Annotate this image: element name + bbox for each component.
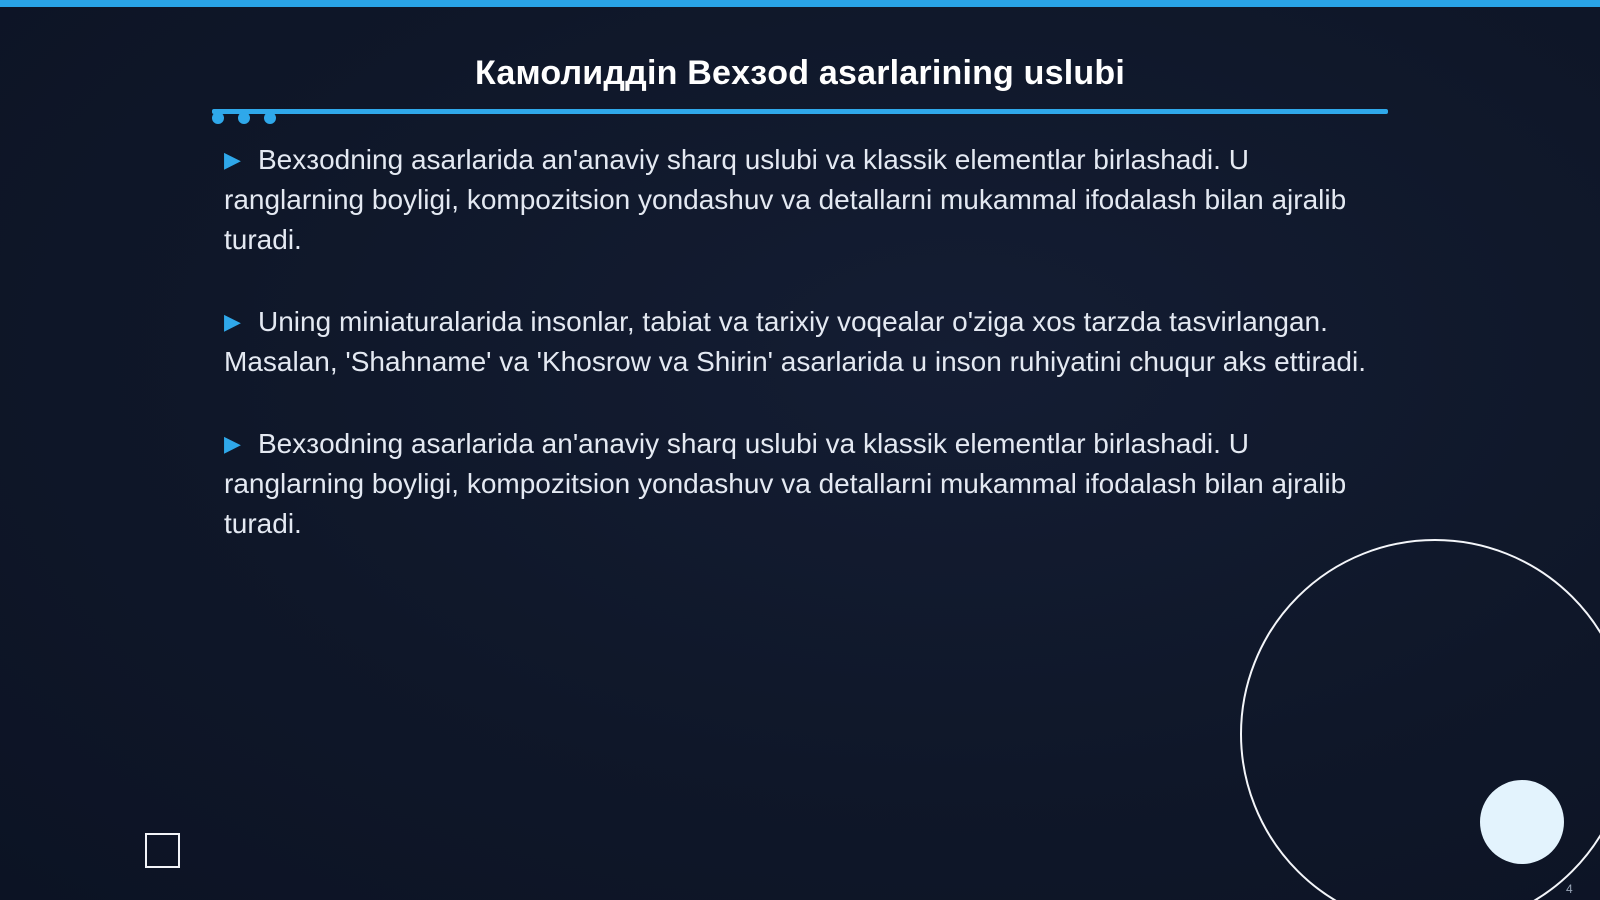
bullet-text: Uning miniaturalarida insonlar, tabiat va tarixiy voqealar o'ziga xos tarzda tasvirlangan. Masalan, 'Shahname' va 'Khosrow va Shirin' asarlarida u inson ruhiyatini chuqur aks ettiradi. [224, 306, 1366, 377]
title-underline [212, 109, 1388, 114]
bullet-arrow-icon: ▶ [224, 147, 241, 172]
decorative-dot [238, 112, 250, 124]
bullet-arrow-icon: ▶ [224, 431, 241, 456]
bullet-text: Bexзodning asarlarida an'anaviy sharq uslubi va klassik elementlar birlashadi. U ranglarning boyligi, kompozitsion yondashuv va detallarni mukammal ifodalash bilan ajralib turadi. [224, 428, 1347, 539]
decorative-dot [212, 112, 224, 124]
bullet-arrow-icon: ▶ [224, 309, 241, 334]
bullet-item [224, 140, 1374, 260]
bullet-item [224, 424, 1374, 544]
page-number: 4 [1566, 882, 1573, 896]
bullet-text: Bexзodning asarlarida an'anaviy sharq uslubi va klassik elementlar birlashadi. U ranglarning boyligi, kompozitsion yondashuv va detallarni mukammal ifodalash bilan ajralib turadi. [224, 144, 1347, 255]
top-accent-bar [0, 0, 1600, 7]
decorative-dot [264, 112, 276, 124]
slide-title: Камолиддin Bexзod asarlarining uslubi [475, 54, 1125, 92]
decorative-disc [1480, 780, 1564, 864]
bullet-item [224, 302, 1374, 382]
bullet-list [224, 140, 1374, 586]
decorative-square [145, 833, 180, 868]
